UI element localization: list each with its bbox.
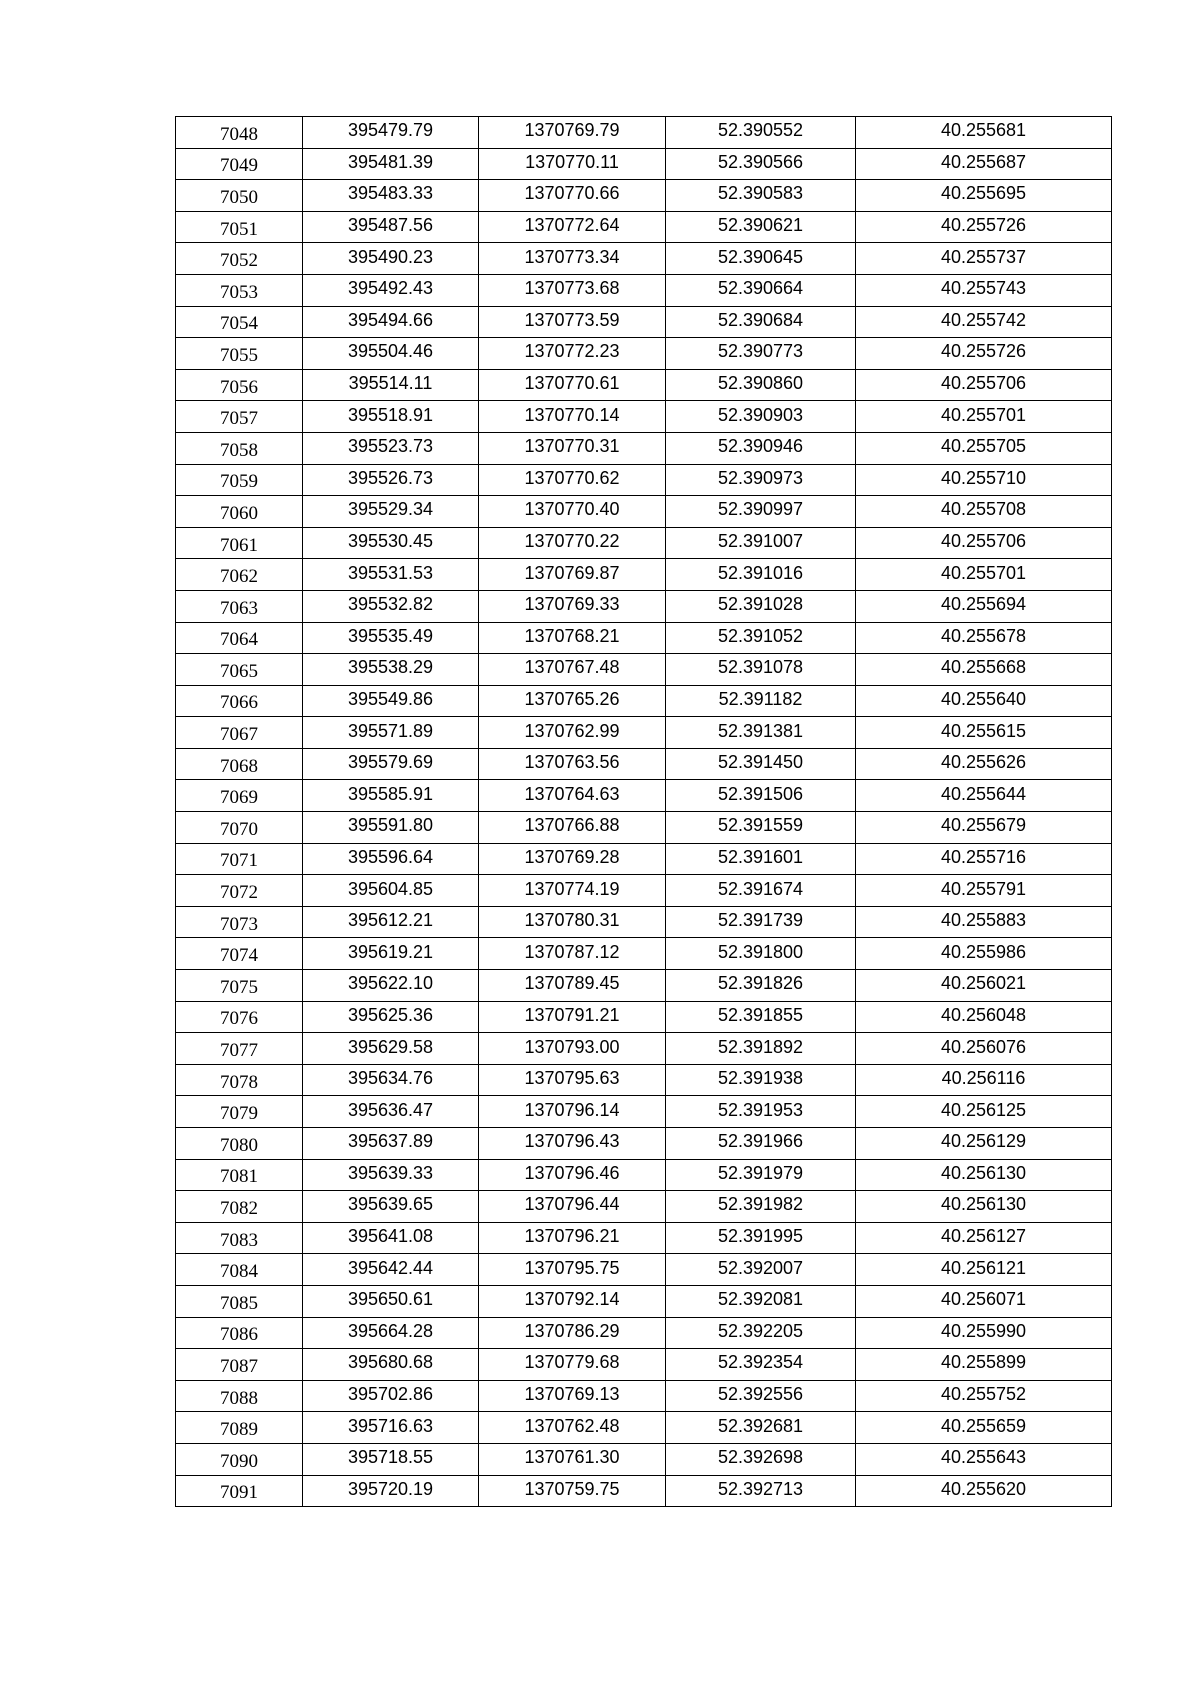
table-row <box>176 654 1112 686</box>
coord-x-cell: 395680.68 <box>303 1349 479 1381</box>
longitude-cell: 52.390860 <box>666 369 856 401</box>
latitude-cell: 40.255708 <box>856 496 1112 528</box>
table-row <box>176 1159 1112 1191</box>
coord-y-cell: 1370796.46 <box>479 1159 666 1191</box>
coord-y-cell: 1370763.56 <box>479 748 666 780</box>
coord-y-cell: 1370761.30 <box>479 1443 666 1475</box>
coord-y-cell: 1370770.22 <box>479 527 666 559</box>
latitude-cell: 40.255701 <box>856 559 1112 591</box>
point-number-cell: 7065 <box>176 654 303 686</box>
latitude-cell: 40.255726 <box>856 338 1112 370</box>
longitude-cell: 52.390583 <box>666 180 856 212</box>
table-row <box>176 148 1112 180</box>
point-number-cell: 7072 <box>176 875 303 907</box>
latitude-cell: 40.255695 <box>856 180 1112 212</box>
longitude-cell: 52.390684 <box>666 306 856 338</box>
coord-y-cell: 1370769.28 <box>479 843 666 875</box>
coord-y-cell: 1370795.75 <box>479 1254 666 1286</box>
coord-x-cell: 395532.82 <box>303 590 479 622</box>
coord-y-cell: 1370796.21 <box>479 1222 666 1254</box>
longitude-cell: 52.391855 <box>666 1001 856 1033</box>
latitude-cell: 40.255681 <box>856 117 1112 149</box>
coord-x-cell: 395549.86 <box>303 685 479 717</box>
latitude-cell: 40.256021 <box>856 970 1112 1002</box>
coord-x-cell: 395642.44 <box>303 1254 479 1286</box>
longitude-cell: 52.390664 <box>666 274 856 306</box>
longitude-cell: 52.391381 <box>666 717 856 749</box>
coord-y-cell: 1370769.79 <box>479 117 666 149</box>
latitude-cell: 40.255626 <box>856 748 1112 780</box>
table-row <box>176 1254 1112 1286</box>
coord-y-cell: 1370770.11 <box>479 148 666 180</box>
table-row <box>176 1001 1112 1033</box>
table-row <box>176 527 1112 559</box>
longitude-cell: 52.390621 <box>666 211 856 243</box>
longitude-cell: 52.390973 <box>666 464 856 496</box>
coord-x-cell: 395535.49 <box>303 622 479 654</box>
coord-y-cell: 1370772.64 <box>479 211 666 243</box>
latitude-cell: 40.255743 <box>856 274 1112 306</box>
coord-x-cell: 395504.46 <box>303 338 479 370</box>
point-number-cell: 7088 <box>176 1380 303 1412</box>
point-number-cell: 7080 <box>176 1128 303 1160</box>
coord-x-cell: 395530.45 <box>303 527 479 559</box>
longitude-cell: 52.391559 <box>666 812 856 844</box>
coord-y-cell: 1370769.87 <box>479 559 666 591</box>
coord-y-cell: 1370759.75 <box>479 1475 666 1507</box>
point-number-cell: 7062 <box>176 559 303 591</box>
longitude-cell: 52.391052 <box>666 622 856 654</box>
coord-x-cell: 395492.43 <box>303 274 479 306</box>
longitude-cell: 52.392205 <box>666 1317 856 1349</box>
table-row <box>176 780 1112 812</box>
coord-y-cell: 1370795.63 <box>479 1064 666 1096</box>
coord-x-cell: 395591.80 <box>303 812 479 844</box>
table-row <box>176 559 1112 591</box>
latitude-cell: 40.256130 <box>856 1191 1112 1223</box>
longitude-cell: 52.391826 <box>666 970 856 1002</box>
longitude-cell: 52.391016 <box>666 559 856 591</box>
table-row <box>176 906 1112 938</box>
latitude-cell: 40.255742 <box>856 306 1112 338</box>
point-number-cell: 7060 <box>176 496 303 528</box>
longitude-cell: 52.392081 <box>666 1285 856 1317</box>
point-number-cell: 7087 <box>176 1349 303 1381</box>
coord-y-cell: 1370789.45 <box>479 970 666 1002</box>
longitude-cell: 52.391966 <box>666 1128 856 1160</box>
coord-x-cell: 395702.86 <box>303 1380 479 1412</box>
table-row <box>176 117 1112 149</box>
point-number-cell: 7056 <box>176 369 303 401</box>
latitude-cell: 40.255694 <box>856 590 1112 622</box>
longitude-cell: 52.392713 <box>666 1475 856 1507</box>
longitude-cell: 52.391078 <box>666 654 856 686</box>
point-number-cell: 7053 <box>176 274 303 306</box>
latitude-cell: 40.255899 <box>856 1349 1112 1381</box>
point-number-cell: 7079 <box>176 1096 303 1128</box>
longitude-cell: 52.390946 <box>666 432 856 464</box>
coord-y-cell: 1370770.40 <box>479 496 666 528</box>
coord-y-cell: 1370770.61 <box>479 369 666 401</box>
longitude-cell: 52.390903 <box>666 401 856 433</box>
coord-x-cell: 395518.91 <box>303 401 479 433</box>
coord-y-cell: 1370769.33 <box>479 590 666 622</box>
coord-x-cell: 395634.76 <box>303 1064 479 1096</box>
coord-y-cell: 1370791.21 <box>479 1001 666 1033</box>
coord-x-cell: 395596.64 <box>303 843 479 875</box>
latitude-cell: 40.256121 <box>856 1254 1112 1286</box>
coord-x-cell: 395531.53 <box>303 559 479 591</box>
latitude-cell: 40.256071 <box>856 1285 1112 1317</box>
point-number-cell: 7066 <box>176 685 303 717</box>
latitude-cell: 40.255678 <box>856 622 1112 654</box>
table-row <box>176 1033 1112 1065</box>
latitude-cell: 40.255883 <box>856 906 1112 938</box>
point-number-cell: 7081 <box>176 1159 303 1191</box>
coord-x-cell: 395479.79 <box>303 117 479 149</box>
coord-x-cell: 395629.58 <box>303 1033 479 1065</box>
longitude-cell: 52.390773 <box>666 338 856 370</box>
latitude-cell: 40.256125 <box>856 1096 1112 1128</box>
coord-x-cell: 395604.85 <box>303 875 479 907</box>
point-number-cell: 7052 <box>176 243 303 275</box>
coord-y-cell: 1370796.14 <box>479 1096 666 1128</box>
coord-x-cell: 395571.89 <box>303 717 479 749</box>
longitude-cell: 52.392698 <box>666 1443 856 1475</box>
longitude-cell: 52.391028 <box>666 590 856 622</box>
latitude-cell: 40.255986 <box>856 938 1112 970</box>
coord-y-cell: 1370780.31 <box>479 906 666 938</box>
coord-y-cell: 1370766.88 <box>479 812 666 844</box>
longitude-cell: 52.391938 <box>666 1064 856 1096</box>
table-row <box>176 369 1112 401</box>
table-row <box>176 1128 1112 1160</box>
coord-y-cell: 1370787.12 <box>479 938 666 970</box>
coord-x-cell: 395523.73 <box>303 432 479 464</box>
latitude-cell: 40.255643 <box>856 1443 1112 1475</box>
point-number-cell: 7076 <box>176 1001 303 1033</box>
coord-x-cell: 395625.36 <box>303 1001 479 1033</box>
longitude-cell: 52.391800 <box>666 938 856 970</box>
coord-y-cell: 1370770.66 <box>479 180 666 212</box>
latitude-cell: 40.255640 <box>856 685 1112 717</box>
longitude-cell: 52.391182 <box>666 685 856 717</box>
point-number-cell: 7082 <box>176 1191 303 1223</box>
latitude-cell: 40.256129 <box>856 1128 1112 1160</box>
table-row <box>176 401 1112 433</box>
table-row <box>176 1222 1112 1254</box>
longitude-cell: 52.391007 <box>666 527 856 559</box>
point-number-cell: 7084 <box>176 1254 303 1286</box>
point-number-cell: 7054 <box>176 306 303 338</box>
latitude-cell: 40.255701 <box>856 401 1112 433</box>
table-row <box>176 938 1112 970</box>
table-row <box>176 1349 1112 1381</box>
coord-x-cell: 395641.08 <box>303 1222 479 1254</box>
table-row <box>176 1096 1112 1128</box>
coord-y-cell: 1370762.99 <box>479 717 666 749</box>
point-number-cell: 7071 <box>176 843 303 875</box>
coord-x-cell: 395490.23 <box>303 243 479 275</box>
coord-y-cell: 1370767.48 <box>479 654 666 686</box>
coord-x-cell: 395481.39 <box>303 148 479 180</box>
coord-x-cell: 395619.21 <box>303 938 479 970</box>
coord-y-cell: 1370773.59 <box>479 306 666 338</box>
table-row <box>176 306 1112 338</box>
point-number-cell: 7055 <box>176 338 303 370</box>
coordinates-table <box>175 116 1112 1507</box>
point-number-cell: 7051 <box>176 211 303 243</box>
table-row <box>176 590 1112 622</box>
coord-y-cell: 1370792.14 <box>479 1285 666 1317</box>
longitude-cell: 52.391739 <box>666 906 856 938</box>
point-number-cell: 7058 <box>176 432 303 464</box>
coord-x-cell: 395538.29 <box>303 654 479 686</box>
longitude-cell: 52.391953 <box>666 1096 856 1128</box>
point-number-cell: 7070 <box>176 812 303 844</box>
latitude-cell: 40.255710 <box>856 464 1112 496</box>
coord-y-cell: 1370770.31 <box>479 432 666 464</box>
table-row <box>176 1380 1112 1412</box>
table-row <box>176 432 1112 464</box>
coord-x-cell: 395483.33 <box>303 180 479 212</box>
coord-y-cell: 1370768.21 <box>479 622 666 654</box>
coord-x-cell: 395718.55 <box>303 1443 479 1475</box>
table-row <box>176 1064 1112 1096</box>
point-number-cell: 7069 <box>176 780 303 812</box>
table-row <box>176 875 1112 907</box>
table-row <box>176 274 1112 306</box>
point-number-cell: 7090 <box>176 1443 303 1475</box>
longitude-cell: 52.392681 <box>666 1412 856 1444</box>
table-row <box>176 812 1112 844</box>
latitude-cell: 40.255716 <box>856 843 1112 875</box>
table-row <box>176 338 1112 370</box>
table-row <box>176 1443 1112 1475</box>
coord-x-cell: 395585.91 <box>303 780 479 812</box>
point-number-cell: 7057 <box>176 401 303 433</box>
longitude-cell: 52.390997 <box>666 496 856 528</box>
coord-x-cell: 395720.19 <box>303 1475 479 1507</box>
coord-y-cell: 1370765.26 <box>479 685 666 717</box>
coord-y-cell: 1370772.23 <box>479 338 666 370</box>
point-number-cell: 7068 <box>176 748 303 780</box>
coord-x-cell: 395579.69 <box>303 748 479 780</box>
latitude-cell: 40.255620 <box>856 1475 1112 1507</box>
coord-x-cell: 395514.11 <box>303 369 479 401</box>
latitude-cell: 40.255990 <box>856 1317 1112 1349</box>
coord-y-cell: 1370796.43 <box>479 1128 666 1160</box>
coord-y-cell: 1370770.62 <box>479 464 666 496</box>
longitude-cell: 52.391674 <box>666 875 856 907</box>
latitude-cell: 40.255705 <box>856 432 1112 464</box>
table-row <box>176 843 1112 875</box>
coord-x-cell: 395636.47 <box>303 1096 479 1128</box>
coord-y-cell: 1370770.14 <box>479 401 666 433</box>
point-number-cell: 7067 <box>176 717 303 749</box>
coord-y-cell: 1370769.13 <box>479 1380 666 1412</box>
coord-x-cell: 395639.33 <box>303 1159 479 1191</box>
coord-y-cell: 1370762.48 <box>479 1412 666 1444</box>
coord-y-cell: 1370774.19 <box>479 875 666 907</box>
latitude-cell: 40.255687 <box>856 148 1112 180</box>
coord-x-cell: 395529.34 <box>303 496 479 528</box>
coord-x-cell: 395487.56 <box>303 211 479 243</box>
coord-x-cell: 395622.10 <box>303 970 479 1002</box>
table-row <box>176 180 1112 212</box>
coord-y-cell: 1370793.00 <box>479 1033 666 1065</box>
coord-y-cell: 1370764.63 <box>479 780 666 812</box>
coord-x-cell: 395664.28 <box>303 1317 479 1349</box>
table-row <box>176 1317 1112 1349</box>
point-number-cell: 7077 <box>176 1033 303 1065</box>
latitude-cell: 40.256116 <box>856 1064 1112 1096</box>
coord-y-cell: 1370773.34 <box>479 243 666 275</box>
table-row <box>176 1412 1112 1444</box>
point-number-cell: 7089 <box>176 1412 303 1444</box>
longitude-cell: 52.390566 <box>666 148 856 180</box>
latitude-cell: 40.255726 <box>856 211 1112 243</box>
point-number-cell: 7073 <box>176 906 303 938</box>
table-row <box>176 243 1112 275</box>
coord-y-cell: 1370779.68 <box>479 1349 666 1381</box>
coord-x-cell: 395637.89 <box>303 1128 479 1160</box>
point-number-cell: 7048 <box>176 117 303 149</box>
table-row <box>176 1285 1112 1317</box>
latitude-cell: 40.256048 <box>856 1001 1112 1033</box>
longitude-cell: 52.391979 <box>666 1159 856 1191</box>
latitude-cell: 40.255668 <box>856 654 1112 686</box>
table-row <box>176 211 1112 243</box>
point-number-cell: 7063 <box>176 590 303 622</box>
latitude-cell: 40.256130 <box>856 1159 1112 1191</box>
longitude-cell: 52.392354 <box>666 1349 856 1381</box>
coord-y-cell: 1370796.44 <box>479 1191 666 1223</box>
coord-x-cell: 395716.63 <box>303 1412 479 1444</box>
coordinates-table-body <box>176 117 1112 1507</box>
table-row <box>176 622 1112 654</box>
longitude-cell: 52.391892 <box>666 1033 856 1065</box>
longitude-cell: 52.391450 <box>666 748 856 780</box>
latitude-cell: 40.255737 <box>856 243 1112 275</box>
table-row <box>176 496 1112 528</box>
latitude-cell: 40.255659 <box>856 1412 1112 1444</box>
longitude-cell: 52.391506 <box>666 780 856 812</box>
point-number-cell: 7074 <box>176 938 303 970</box>
point-number-cell: 7086 <box>176 1317 303 1349</box>
table-row <box>176 464 1112 496</box>
point-number-cell: 7049 <box>176 148 303 180</box>
longitude-cell: 52.392007 <box>666 1254 856 1286</box>
latitude-cell: 40.256127 <box>856 1222 1112 1254</box>
coord-x-cell: 395526.73 <box>303 464 479 496</box>
table-row <box>176 1475 1112 1507</box>
latitude-cell: 40.255615 <box>856 717 1112 749</box>
longitude-cell: 52.390645 <box>666 243 856 275</box>
point-number-cell: 7085 <box>176 1285 303 1317</box>
point-number-cell: 7059 <box>176 464 303 496</box>
point-number-cell: 7091 <box>176 1475 303 1507</box>
latitude-cell: 40.255706 <box>856 527 1112 559</box>
longitude-cell: 52.391995 <box>666 1222 856 1254</box>
coord-x-cell: 395639.65 <box>303 1191 479 1223</box>
table-row <box>176 970 1112 1002</box>
point-number-cell: 7064 <box>176 622 303 654</box>
coord-x-cell: 395494.66 <box>303 306 479 338</box>
table-row <box>176 1191 1112 1223</box>
point-number-cell: 7075 <box>176 970 303 1002</box>
table-row <box>176 717 1112 749</box>
coord-x-cell: 395650.61 <box>303 1285 479 1317</box>
latitude-cell: 40.255706 <box>856 369 1112 401</box>
point-number-cell: 7061 <box>176 527 303 559</box>
latitude-cell: 40.255644 <box>856 780 1112 812</box>
coord-x-cell: 395612.21 <box>303 906 479 938</box>
latitude-cell: 40.255679 <box>856 812 1112 844</box>
longitude-cell: 52.390552 <box>666 117 856 149</box>
latitude-cell: 40.255791 <box>856 875 1112 907</box>
longitude-cell: 52.391982 <box>666 1191 856 1223</box>
longitude-cell: 52.391601 <box>666 843 856 875</box>
coord-y-cell: 1370773.68 <box>479 274 666 306</box>
latitude-cell: 40.256076 <box>856 1033 1112 1065</box>
point-number-cell: 7083 <box>176 1222 303 1254</box>
point-number-cell: 7078 <box>176 1064 303 1096</box>
coord-y-cell: 1370786.29 <box>479 1317 666 1349</box>
table-row <box>176 685 1112 717</box>
table-row <box>176 748 1112 780</box>
longitude-cell: 52.392556 <box>666 1380 856 1412</box>
latitude-cell: 40.255752 <box>856 1380 1112 1412</box>
point-number-cell: 7050 <box>176 180 303 212</box>
